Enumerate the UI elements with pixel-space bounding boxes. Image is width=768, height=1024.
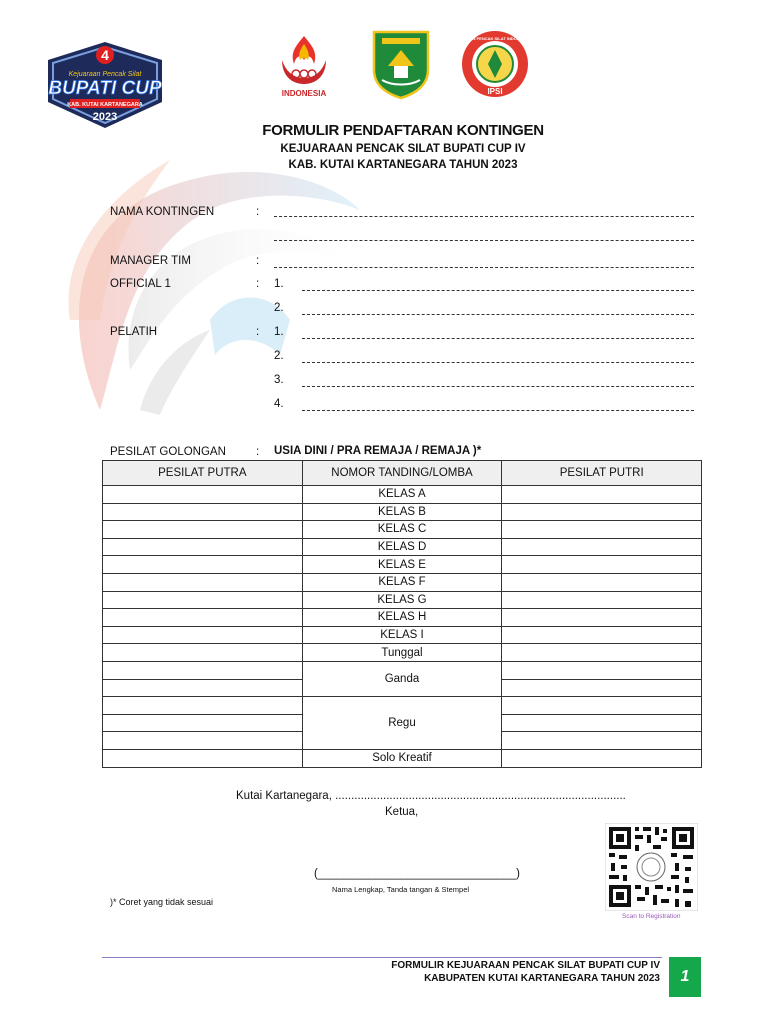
putri-cell[interactable] <box>502 521 702 539</box>
svg-text:IPSI: IPSI <box>487 87 503 96</box>
signature-caption: Nama Lengkap, Tanda tangan & Stempel <box>332 885 470 894</box>
number-label: 4. <box>274 398 284 410</box>
kelas-cell: KELAS F <box>302 573 502 591</box>
input-pelatih-1[interactable] <box>302 338 694 339</box>
putra-cell[interactable] <box>103 732 303 750</box>
input-pelatih-2[interactable] <box>302 362 694 363</box>
page-number: 1 <box>669 957 701 997</box>
label-manager-tim: MANAGER TIM <box>110 255 191 267</box>
table-header-row <box>103 461 702 486</box>
table-row <box>103 538 702 556</box>
colon: : <box>256 255 260 267</box>
putra-cell[interactable] <box>103 609 303 627</box>
input-pelatih-4[interactable] <box>302 410 694 411</box>
putri-cell[interactable] <box>502 573 702 591</box>
putri-cell[interactable] <box>502 714 702 732</box>
form-title: FORMULIR PENDAFTARAN KONTINGEN <box>262 122 544 139</box>
input-nama-kontingen-line2[interactable] <box>274 240 694 241</box>
putra-cell[interactable] <box>103 679 303 697</box>
input-pelatih-3[interactable] <box>302 386 694 387</box>
input-manager-tim[interactable] <box>274 267 694 268</box>
signature-role: Ketua, <box>385 806 419 818</box>
putri-cell[interactable] <box>502 697 702 715</box>
regu-cell: Regu <box>302 697 502 750</box>
putri-cell[interactable] <box>502 626 702 644</box>
svg-text:IKATAN PENCAK SILAT INDONESIA: IKATAN PENCAK SILAT INDONESIA <box>460 36 530 41</box>
label-official: OFFICIAL 1 <box>110 278 171 290</box>
tunggal-cell: Tunggal <box>302 644 502 662</box>
solo-kreatif-cell: Solo Kreatif <box>302 749 502 767</box>
putri-cell[interactable] <box>502 503 702 521</box>
putra-cell[interactable] <box>103 714 303 732</box>
table-row <box>103 609 702 627</box>
putri-cell[interactable] <box>502 486 702 504</box>
table-row <box>103 626 702 644</box>
koni-logo <box>268 30 340 102</box>
kelas-cell: KELAS B <box>302 503 502 521</box>
table-row <box>103 591 702 609</box>
qr-code[interactable] <box>605 823 698 911</box>
putra-cell[interactable] <box>103 626 303 644</box>
label-nama-kontingen: NAMA KONTINGEN <box>110 206 215 218</box>
label-pesilat-golongan: PESILAT GOLONGAN <box>110 446 226 458</box>
svg-text:BUPATI CUP: BUPATI CUP <box>48 78 162 99</box>
form-subtitle-2: KAB. KUTAI KARTANEGARA TAHUN 2023 <box>288 159 518 171</box>
footer-line-1: FORMULIR KEJUARAAN PENCAK SILAT BUPATI CUP IV <box>391 960 660 971</box>
table-row <box>103 644 702 662</box>
colon: : <box>256 326 260 338</box>
putri-cell[interactable] <box>502 644 702 662</box>
colon: : <box>256 278 260 290</box>
form-subtitle-1: KEJUARAAN PENCAK SILAT BUPATI CUP IV <box>280 143 526 155</box>
registration-table <box>102 460 702 768</box>
putra-cell[interactable] <box>103 503 303 521</box>
signature-name-line[interactable]: (_______________________________) <box>314 868 520 880</box>
putra-cell[interactable] <box>103 521 303 539</box>
qr-caption: Scan to Registration <box>622 913 681 920</box>
header-pesilat-putri: PESILAT PUTRI <box>502 461 702 486</box>
putra-cell[interactable] <box>103 697 303 715</box>
header-nomor-tanding: NOMOR TANDING/LOMBA <box>302 461 502 486</box>
svg-text:KAB. KUTAI KARTANEGARA: KAB. KUTAI KARTANEGARA <box>67 102 143 108</box>
kutai-kartanegara-emblem <box>368 26 434 100</box>
input-nama-kontingen[interactable] <box>274 216 694 217</box>
putri-cell[interactable] <box>502 661 702 679</box>
number-label: 2. <box>274 350 284 362</box>
svg-text:INDONESIA: INDONESIA <box>281 89 327 98</box>
footer-divider <box>102 957 662 958</box>
golongan-options[interactable]: USIA DINI / PRA REMAJA / REMAJA )* <box>274 445 482 457</box>
table-row <box>103 556 702 574</box>
footer-line-2: KABUPATEN KUTAI KARTANEGARA TAHUN 2023 <box>424 973 660 984</box>
footnote: )* Coret yang tidak sesuai <box>110 897 214 907</box>
kelas-cell: KELAS G <box>302 591 502 609</box>
ganda-cell: Ganda <box>302 661 502 696</box>
putri-cell[interactable] <box>502 679 702 697</box>
number-label: 1. <box>274 278 284 290</box>
kelas-cell: KELAS C <box>302 521 502 539</box>
putra-cell[interactable] <box>103 661 303 679</box>
putra-cell[interactable] <box>103 486 303 504</box>
kelas-cell: KELAS I <box>302 626 502 644</box>
number-label: 3. <box>274 374 284 386</box>
putri-cell[interactable] <box>502 609 702 627</box>
table-row <box>103 573 702 591</box>
bupati-cup-logo <box>40 40 170 130</box>
kelas-cell: KELAS E <box>302 556 502 574</box>
table-row <box>103 749 702 767</box>
kelas-cell: KELAS D <box>302 538 502 556</box>
colon: : <box>256 206 260 218</box>
table-row <box>103 697 702 715</box>
putri-cell[interactable] <box>502 538 702 556</box>
putra-cell[interactable] <box>103 591 303 609</box>
number-label: 1. <box>274 326 284 338</box>
signature-place-date[interactable]: Kutai Kartanegara, ........................................................................................... <box>236 790 626 802</box>
svg-text:4: 4 <box>101 47 109 63</box>
putri-cell[interactable] <box>502 591 702 609</box>
putri-cell[interactable] <box>502 749 702 767</box>
input-official-2[interactable] <box>302 314 694 315</box>
kelas-cell: KELAS H <box>302 609 502 627</box>
putri-cell[interactable] <box>502 732 702 750</box>
label-pelatih: PELATIH <box>110 326 158 338</box>
table-row <box>103 661 702 679</box>
colon: : <box>256 446 260 458</box>
header-pesilat-putra: PESILAT PUTRA <box>103 461 303 486</box>
svg-text:Kejuaraan Pencak Silat: Kejuaraan Pencak Silat <box>68 71 142 78</box>
putra-cell[interactable] <box>103 573 303 591</box>
number-label: 2. <box>274 302 284 314</box>
putra-cell[interactable] <box>103 644 303 662</box>
svg-text:2023: 2023 <box>92 111 118 123</box>
ipsi-logo <box>456 28 534 100</box>
putra-cell[interactable] <box>103 556 303 574</box>
input-official-1[interactable] <box>302 290 694 291</box>
putri-cell[interactable] <box>502 556 702 574</box>
putra-cell[interactable] <box>103 538 303 556</box>
putra-cell[interactable] <box>103 749 303 767</box>
table-row <box>103 503 702 521</box>
table-row <box>103 521 702 539</box>
kelas-cell: KELAS A <box>302 486 502 504</box>
table-row <box>103 486 702 504</box>
